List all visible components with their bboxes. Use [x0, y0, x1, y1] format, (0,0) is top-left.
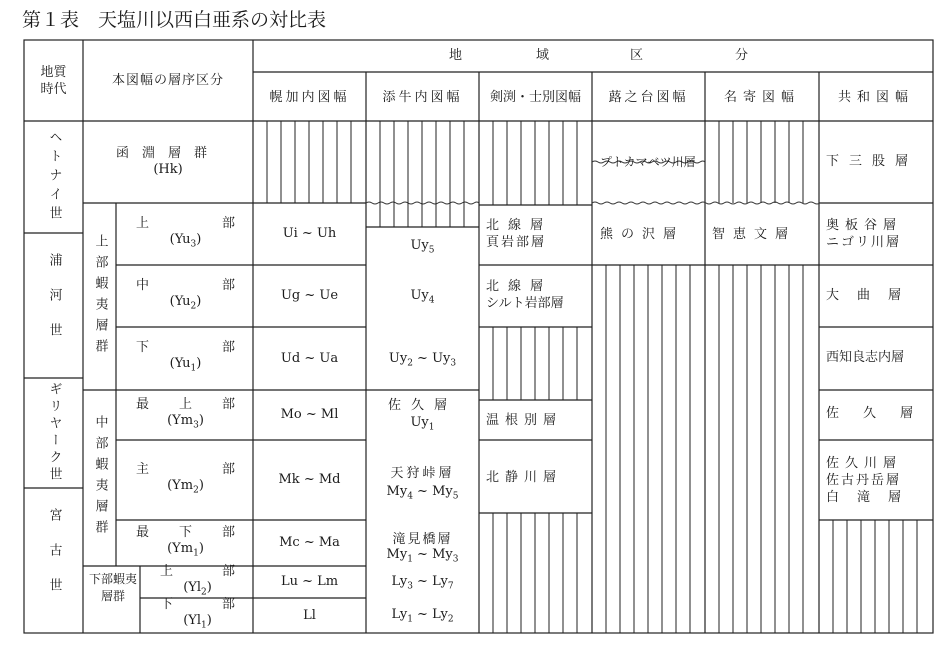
- subunit-row: [116, 203, 253, 265]
- kyowa-omagari: 大曲層: [826, 288, 920, 303]
- horokanai-value: Mk ~ Md: [278, 472, 341, 487]
- subunit-code: $(Ym_2)$: [167, 477, 204, 496]
- kyowa-nigorigawa: ニゴリ川層: [826, 235, 902, 250]
- header-region-4: 分: [735, 48, 749, 63]
- kyowa-shirataki: 白滝層: [826, 490, 920, 505]
- page-title: 第１表 天塩川以西白亜系の対比表: [22, 9, 327, 31]
- subunit-name: 中 部: [136, 277, 235, 293]
- kembuchi-shale: 頁岩部層: [486, 235, 547, 250]
- header-kyowa: 共和図幅: [837, 90, 914, 105]
- fukinodai-kumanosawa: 熊の沢層: [600, 227, 685, 242]
- subunit-code: $(Yl_1)$: [183, 613, 212, 631]
- subunit-row: [116, 440, 253, 520]
- horokanai-cell: [253, 520, 366, 566]
- soeushinai-saku: 佐久層: [387, 398, 457, 413]
- kyowa-nishichiraoshinai: 西知良志内層: [826, 350, 905, 365]
- group-upper-ezo: 上部蝦夷層群: [92, 233, 108, 360]
- kembuchi-kitasen-1: 北線層: [486, 218, 553, 233]
- horokanai-cell: [253, 265, 366, 327]
- horokanai-cell: [253, 327, 366, 390]
- kembuchi-onnebetsu: 温根別層: [486, 413, 563, 428]
- subunit-row: [116, 520, 253, 566]
- subunit-code: $(Ym_1)$: [167, 540, 204, 559]
- subunit-name: 最 下 部: [136, 524, 235, 540]
- horokanai-value: Lu ~ Lm: [280, 574, 339, 589]
- subunit-code: $(Ym_3)$: [167, 412, 204, 431]
- period-hetonai: ヘトナイ世: [46, 129, 62, 225]
- horokanai-value: Ug ~ Ue: [280, 288, 339, 303]
- header-fukinodai: 蕗之台図幅: [608, 90, 689, 105]
- period-urakawa: 浦河世: [46, 253, 62, 358]
- header-soeushinai: 添牛内図幅: [382, 90, 463, 105]
- subunit-name: 主 部: [136, 461, 235, 477]
- subunit-code: $(Yu_3)$: [169, 231, 202, 250]
- subunit-row: [140, 563, 253, 598]
- subunit-code: $(Yu_1)$: [169, 356, 202, 374]
- header-local: 本図幅の層序区分: [111, 72, 224, 88]
- soeushinai-ly3-ly7: $Ly_3$ ~ $Ly_7$: [391, 574, 454, 592]
- subunit-name: 上 部: [160, 563, 235, 579]
- kembuchi-kitasen-2: 北線層: [486, 279, 553, 294]
- horokanai-cell: [253, 566, 366, 598]
- group-hakobuchi: 函淵層群 (Hk): [115, 146, 220, 177]
- subunit-name: 最 上 部: [136, 396, 235, 412]
- fukinodai-putokamabetsu: プトカマベツ川層: [600, 155, 696, 169]
- subunit-row: [116, 327, 253, 390]
- horokanai-cell: [253, 440, 366, 520]
- header-kembuchi: 剣渕・士別図幅: [489, 90, 581, 105]
- header-nayoro: 名寄図幅: [723, 90, 800, 105]
- subunit-name: 下 部: [136, 340, 235, 356]
- soeushinai-my4-my5: $My_4$ ~ $My_5$: [386, 484, 459, 502]
- kyowa-okuitaya: 奥板谷層: [826, 218, 903, 233]
- header-region-3: 区: [630, 48, 644, 63]
- horokanai-value: Ll: [303, 607, 316, 623]
- kyowa-shimomimata: 下三股層: [826, 154, 919, 169]
- horokanai-value: Ui ~ Uh: [282, 226, 337, 241]
- subunit-name: 下 部: [160, 597, 235, 613]
- subunit-row: [116, 390, 253, 440]
- header-period: 地質時代: [40, 64, 67, 97]
- subunit-row: [140, 598, 253, 633]
- soeushinai-uy5: $Uy_5$: [410, 238, 435, 256]
- soeushinai-tengari: 天狩峠層: [390, 466, 455, 481]
- group-middle-ezo: 中部蝦夷層群: [92, 415, 108, 541]
- period-gilyak: ギリヤーク世: [46, 382, 62, 484]
- horokanai-value: Mc ~ Ma: [279, 535, 340, 550]
- soeushinai-uy4: $Uy_4$: [410, 288, 435, 306]
- nayoro-chiebun: 智恵文層: [712, 227, 797, 242]
- kembuchi-silt: シルト岩部層: [486, 296, 564, 311]
- horokanai-cell: [253, 203, 366, 265]
- kyowa-saku: 佐久層: [826, 406, 938, 421]
- horokanai-value: Mo ~ Ml: [280, 407, 339, 422]
- kyowa-sakotandake: 佐古丹岳層: [826, 473, 902, 488]
- soeushinai-my1-my3: $My_1$ ~ $My_3$: [386, 547, 459, 565]
- period-miyako: 宮古世: [46, 508, 62, 613]
- horokanai-value: Ud ~ Ua: [280, 350, 339, 366]
- soeushinai-takimibashi: 滝見橋層: [392, 532, 453, 547]
- group-lower-ezo: 下部蝦夷層群: [88, 572, 137, 603]
- subunit-code: $(Yl_2)$: [183, 579, 212, 598]
- kyowa-sakugawa: 佐久川層: [826, 456, 903, 471]
- horokanai-cell: [253, 598, 366, 633]
- subunit-code: $(Yu_2)$: [169, 293, 202, 312]
- subunit-name: 上 部: [136, 215, 235, 231]
- subunit-row: [116, 265, 253, 327]
- soeushinai-uy2-uy3: $Uy_2$ ~ $Uy_3$: [388, 351, 457, 369]
- soeushinai-ly1-ly2: $Ly_1$ ~ $Ly_2$: [391, 607, 454, 625]
- header-region-1: 地: [449, 48, 463, 63]
- horokanai-cell: [253, 390, 366, 440]
- kembuchi-kitashizukawa: 北静川層: [486, 470, 563, 485]
- header-region-2: 域: [536, 48, 550, 63]
- header-horokanai: 幌加内図幅: [269, 90, 350, 105]
- soeushinai-uy1: $Uy_1$: [410, 415, 435, 433]
